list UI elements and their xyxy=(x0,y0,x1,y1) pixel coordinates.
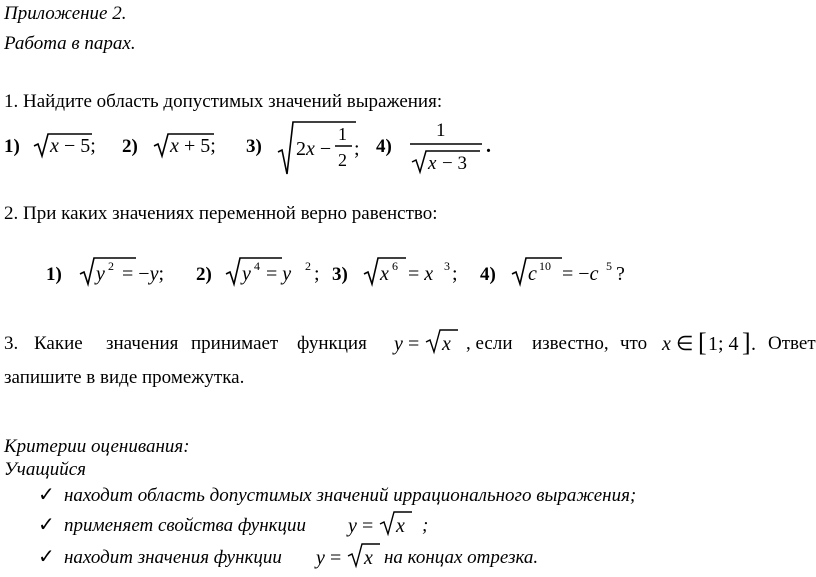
task3-word: Ответ xyxy=(768,333,816,354)
task2-expressions xyxy=(0,250,680,294)
task1-item-3 xyxy=(246,122,360,174)
svg-text:y: y xyxy=(348,515,357,537)
criteria-formula xyxy=(346,508,420,540)
task2-prompt: 2. При каких значениях переменной верно равенство: xyxy=(4,203,438,224)
svg-text:4): 4) xyxy=(376,136,392,157)
svg-text:1: 1 xyxy=(436,120,446,141)
svg-text:?: ? xyxy=(616,263,625,285)
svg-text:− 5;: − 5; xyxy=(64,135,96,157)
criteria-subject: Учащийся xyxy=(4,459,86,480)
task3-word-number: 3. xyxy=(4,333,19,354)
item-label: 1) xyxy=(4,136,20,157)
criteria-title: Критерии оценивания: xyxy=(4,436,190,457)
task1-prompt: 1. Найдите область допустимых значений выражения: xyxy=(4,91,443,112)
svg-text:.: . xyxy=(751,333,756,355)
svg-text:=: = xyxy=(362,515,374,537)
criteria-text-end: ; xyxy=(422,515,429,536)
svg-text:;: ; xyxy=(452,263,458,285)
task3-word: Какие xyxy=(34,333,83,354)
criteria-text: находит область допустимых значений иррационального выражения; xyxy=(64,485,637,506)
svg-text:2x −: 2x − xyxy=(296,138,332,160)
svg-text:x: x xyxy=(662,333,671,355)
task1-expressions xyxy=(0,118,520,182)
task3-word: , если xyxy=(466,333,513,354)
svg-text:y: y xyxy=(394,333,403,355)
condition-formula xyxy=(658,324,760,358)
task3-line2: запишите в виде промежутка. xyxy=(4,367,245,388)
svg-text:y: y xyxy=(316,547,325,569)
task1-item-1 xyxy=(4,134,96,157)
task3-word: принимает xyxy=(191,333,279,354)
task3-word: функция xyxy=(297,333,367,354)
svg-text:x: x xyxy=(50,135,59,157)
svg-text:1; 4: 1; 4 xyxy=(708,333,739,355)
svg-text:y: y xyxy=(242,263,251,285)
svg-text:x: x xyxy=(428,153,437,174)
svg-text:4: 4 xyxy=(254,259,260,273)
task3-word: значения xyxy=(106,333,179,354)
svg-text:2): 2) xyxy=(196,264,212,285)
svg-text:= −c: = −c xyxy=(562,263,599,285)
work-mode: Работа в парах. xyxy=(4,33,136,54)
svg-text:3): 3) xyxy=(246,136,262,157)
svg-text:]: ] xyxy=(742,328,751,357)
svg-text:.: . xyxy=(486,135,491,157)
svg-text:= y: = y xyxy=(266,263,292,285)
svg-text:= x: = x xyxy=(408,263,434,285)
task2-item-3 xyxy=(332,258,458,285)
svg-text:[: [ xyxy=(698,328,707,357)
svg-text:6: 6 xyxy=(392,259,398,273)
svg-text:=: = xyxy=(330,547,342,569)
svg-text:2): 2) xyxy=(122,136,138,157)
svg-text:∈: ∈ xyxy=(676,333,694,355)
criteria-formula xyxy=(314,540,386,572)
criteria-text: находит значения функции xyxy=(64,547,282,568)
svg-text:x: x xyxy=(364,547,373,569)
check-icon: ✓ xyxy=(38,512,55,536)
svg-text:x: x xyxy=(170,135,179,157)
svg-text:2: 2 xyxy=(305,259,311,273)
svg-text:y: y xyxy=(96,263,105,285)
svg-text:+ 5;: + 5; xyxy=(184,135,216,157)
check-icon: ✓ xyxy=(38,544,55,568)
task3-word: что xyxy=(620,333,648,354)
svg-text:2: 2 xyxy=(338,150,347,170)
svg-text:4): 4) xyxy=(480,264,496,285)
task3-word: известно, xyxy=(532,333,609,354)
appendix-title: Приложение 2. xyxy=(4,3,127,24)
svg-text:10: 10 xyxy=(539,259,551,273)
svg-text:=: = xyxy=(408,333,420,355)
svg-text:3): 3) xyxy=(332,264,348,285)
svg-text:c: c xyxy=(528,263,537,285)
task1-item-2 xyxy=(122,134,216,157)
svg-text:5: 5 xyxy=(606,259,612,273)
svg-text:;: ; xyxy=(314,263,320,285)
check-icon: ✓ xyxy=(38,482,55,506)
svg-text:x: x xyxy=(396,515,405,537)
svg-text:1): 1) xyxy=(46,264,62,285)
svg-text:− 3: − 3 xyxy=(442,153,467,174)
svg-text:2: 2 xyxy=(108,259,114,273)
svg-text:;: ; xyxy=(354,138,360,160)
task1-item-4 xyxy=(376,120,491,174)
svg-text:1: 1 xyxy=(338,124,347,144)
svg-text:3: 3 xyxy=(444,259,450,273)
svg-text:x: x xyxy=(380,263,389,285)
criteria-text: применяет свойства функции xyxy=(64,515,307,536)
task2-item-1 xyxy=(46,258,164,285)
svg-text:x: x xyxy=(442,333,451,355)
function-formula xyxy=(390,326,466,358)
svg-text:= −y;: = −y; xyxy=(122,263,165,285)
criteria-text-end: на концах отрезка. xyxy=(384,547,539,568)
task2-item-4 xyxy=(480,258,625,285)
task2-item-2 xyxy=(196,258,320,285)
